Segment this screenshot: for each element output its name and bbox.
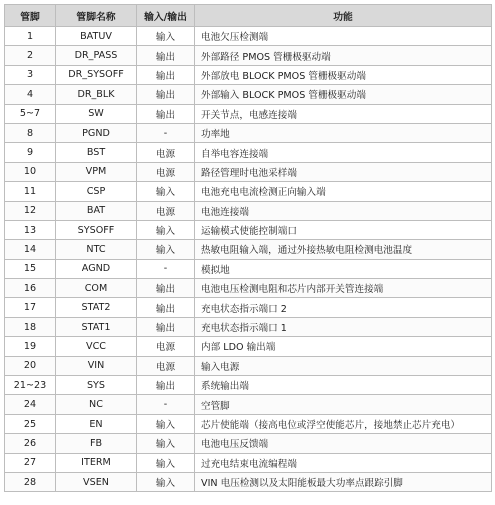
pin-name-cell: EN (56, 414, 137, 433)
pin-name-cell: BAT (56, 201, 137, 220)
pin-name-cell: VPM (56, 162, 137, 181)
io-type-cell: 输出 (137, 46, 195, 65)
io-type-cell: 输出 (137, 317, 195, 336)
table-row (5, 356, 492, 375)
pin-number-cell: 28 (5, 472, 56, 491)
header-pin-name: 管脚名称 (56, 5, 137, 27)
function-cell: 电池连接端 (195, 201, 492, 220)
header-function: 功能 (195, 5, 492, 27)
io-type-cell: 输入 (137, 453, 195, 472)
pin-name-cell: SYSOFF (56, 220, 137, 239)
io-type-cell: 输出 (137, 279, 195, 298)
function-cell: 外部路径 PMOS 管栅极驱动端 (195, 46, 492, 65)
pin-number-cell: 10 (5, 162, 56, 181)
io-type-cell: 输入 (137, 414, 195, 433)
function-cell: 电池欠压检测端 (195, 27, 492, 46)
io-type-cell: 电源 (137, 162, 195, 181)
table-row (5, 434, 492, 453)
function-cell: 路径管理时电池采样端 (195, 162, 492, 181)
table-row (5, 46, 492, 65)
pin-name-cell: VSEN (56, 472, 137, 491)
pin-number-cell: 14 (5, 240, 56, 259)
io-type-cell: 输出 (137, 376, 195, 395)
pin-name-cell: SW (56, 104, 137, 123)
table-row (5, 376, 492, 395)
pin-number-cell: 13 (5, 220, 56, 239)
table-row (5, 453, 492, 472)
table-row (5, 27, 492, 46)
io-type-cell: 输出 (137, 104, 195, 123)
header-io: 输入/输出 (137, 5, 195, 27)
pin-number-cell: 3 (5, 65, 56, 84)
pin-number-cell: 11 (5, 182, 56, 201)
pin-name-cell: DR_BLK (56, 85, 137, 104)
pin-number-cell: 17 (5, 298, 56, 317)
pin-name-cell: FB (56, 434, 137, 453)
pin-name-cell: DR_PASS (56, 46, 137, 65)
table-row (5, 201, 492, 220)
header-pin: 管脚 (5, 5, 56, 27)
io-type-cell: 输入 (137, 240, 195, 259)
io-type-cell: 输出 (137, 65, 195, 84)
io-type-cell: 输出 (137, 298, 195, 317)
table-row (5, 240, 492, 259)
table-row (5, 317, 492, 336)
table-row (5, 104, 492, 123)
table-row (5, 395, 492, 414)
function-cell: 模拟地 (195, 259, 492, 278)
pin-number-cell: 20 (5, 356, 56, 375)
pin-name-cell: NTC (56, 240, 137, 259)
function-cell: 热敏电阻输入端，通过外接热敏电阻检测电池温度 (195, 240, 492, 259)
pin-name-cell: SYS (56, 376, 137, 395)
table-row (5, 414, 492, 433)
pin-number-cell: 4 (5, 85, 56, 104)
function-cell: 运输模式使能控制端口 (195, 220, 492, 239)
pin-number-cell: 1 (5, 27, 56, 46)
pin-number-cell: 8 (5, 123, 56, 142)
table-row (5, 259, 492, 278)
pin-number-cell: 18 (5, 317, 56, 336)
table-header-row (5, 5, 492, 27)
table-row (5, 182, 492, 201)
table-row (5, 123, 492, 142)
pin-number-cell: 25 (5, 414, 56, 433)
pin-name-cell: ITERM (56, 453, 137, 472)
function-cell: 输入电源 (195, 356, 492, 375)
pin-number-cell: 12 (5, 201, 56, 220)
pin-name-cell: COM (56, 279, 137, 298)
function-cell: 外部放电 BLOCK PMOS 管栅极驱动端 (195, 65, 492, 84)
function-cell: 外部输入 BLOCK PMOS 管栅极驱动端 (195, 85, 492, 104)
function-cell: 充电状态指示端口 2 (195, 298, 492, 317)
pin-number-cell: 5~7 (5, 104, 56, 123)
pin-name-cell: STAT2 (56, 298, 137, 317)
function-cell: 自举电容连接端 (195, 143, 492, 162)
table-row (5, 279, 492, 298)
function-cell: 电池电压反馈端 (195, 434, 492, 453)
io-type-cell: 电源 (137, 356, 195, 375)
io-type-cell: 输出 (137, 85, 195, 104)
table-row (5, 85, 492, 104)
pin-number-cell: 26 (5, 434, 56, 453)
table-row (5, 298, 492, 317)
table-row (5, 143, 492, 162)
pin-name-cell: PGND (56, 123, 137, 142)
io-type-cell: 输入 (137, 434, 195, 453)
pin-number-cell: 19 (5, 337, 56, 356)
pin-name-cell: BST (56, 143, 137, 162)
pin-function-table (4, 4, 492, 492)
table-body (5, 27, 492, 492)
pin-number-cell: 15 (5, 259, 56, 278)
function-cell: 芯片使能端（接高电位或浮空使能芯片，接地禁止芯片充电） (195, 414, 492, 433)
io-type-cell: - (137, 259, 195, 278)
pin-name-cell: BATUV (56, 27, 137, 46)
pin-number-cell: 16 (5, 279, 56, 298)
table-row (5, 162, 492, 181)
io-type-cell: - (137, 395, 195, 414)
function-cell: 电池充电电流检测正向输入端 (195, 182, 492, 201)
function-cell: 系统输出端 (195, 376, 492, 395)
function-cell: 充电状态指示端口 1 (195, 317, 492, 336)
function-cell: 开关节点，电感连接端 (195, 104, 492, 123)
io-type-cell: 输入 (137, 220, 195, 239)
function-cell: 内部 LDO 输出端 (195, 337, 492, 356)
table-row (5, 337, 492, 356)
function-cell: 电池电压检测电阻和芯片内部开关管连接端 (195, 279, 492, 298)
pin-number-cell: 21~23 (5, 376, 56, 395)
table-row (5, 220, 492, 239)
function-cell: 功率地 (195, 123, 492, 142)
table-row (5, 65, 492, 84)
pin-name-cell: VCC (56, 337, 137, 356)
pin-name-cell: DR_SYSOFF (56, 65, 137, 84)
pin-number-cell: 24 (5, 395, 56, 414)
pin-name-cell: STAT1 (56, 317, 137, 336)
pin-table-container (4, 4, 491, 492)
pin-number-cell: 9 (5, 143, 56, 162)
pin-number-cell: 27 (5, 453, 56, 472)
io-type-cell: 输入 (137, 472, 195, 491)
function-cell: 空管脚 (195, 395, 492, 414)
pin-name-cell: VIN (56, 356, 137, 375)
io-type-cell: 电源 (137, 201, 195, 220)
io-type-cell: 输入 (137, 27, 195, 46)
function-cell: VIN 电压检测以及太阳能板最大功率点跟踪引脚 (195, 472, 492, 491)
function-cell: 过充电结束电流编程端 (195, 453, 492, 472)
pin-number-cell: 2 (5, 46, 56, 65)
io-type-cell: - (137, 123, 195, 142)
io-type-cell: 电源 (137, 337, 195, 356)
pin-name-cell: AGND (56, 259, 137, 278)
pin-name-cell: CSP (56, 182, 137, 201)
io-type-cell: 输入 (137, 182, 195, 201)
io-type-cell: 电源 (137, 143, 195, 162)
pin-name-cell: NC (56, 395, 137, 414)
table-row (5, 472, 492, 491)
